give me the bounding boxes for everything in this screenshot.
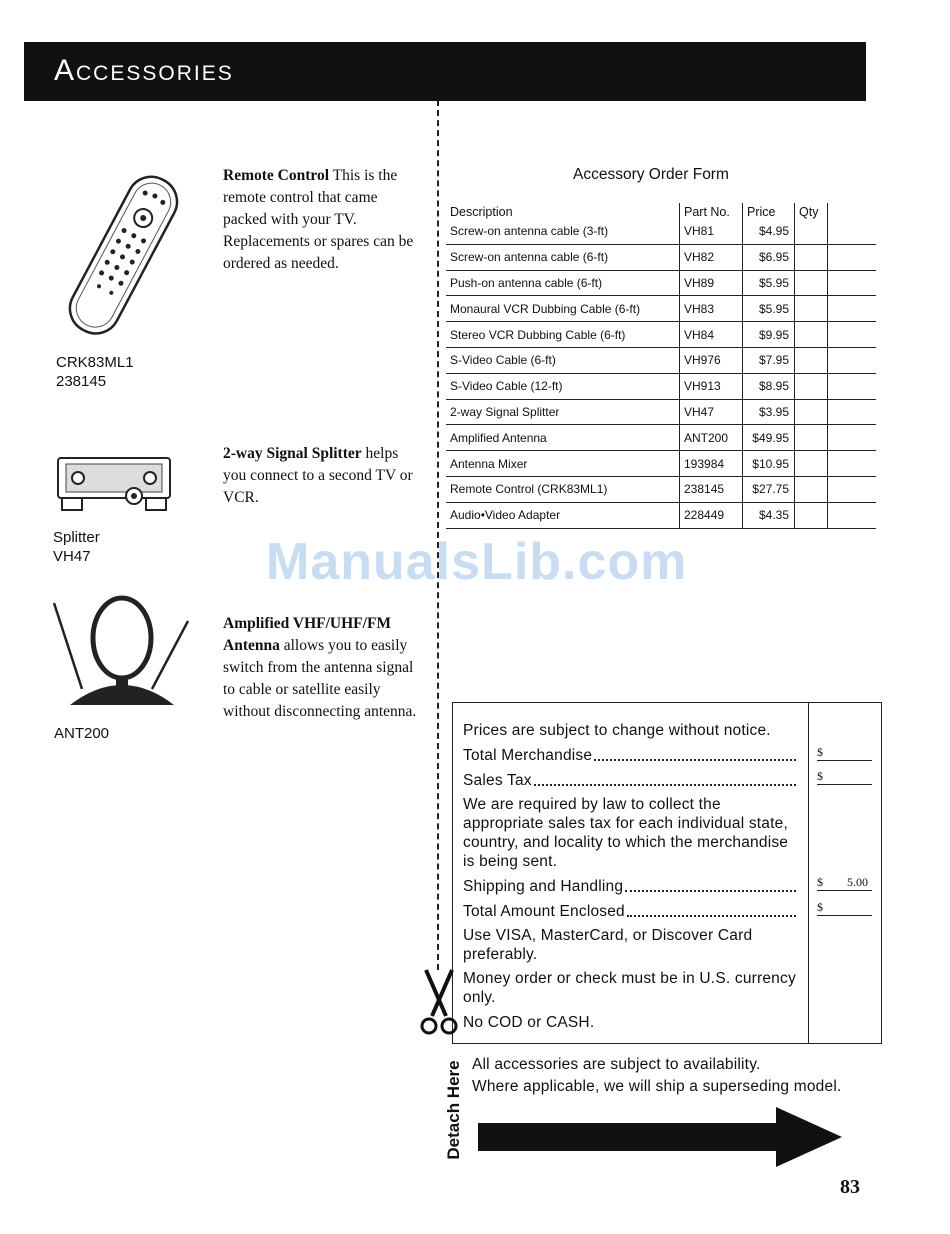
- row-description: Audio•Video Adapter: [446, 502, 680, 528]
- row-price: $3.95: [743, 399, 795, 425]
- row-description: Push-on antenna cable (6-ft): [446, 270, 680, 296]
- row-price: $4.35: [743, 502, 795, 528]
- total-merchandise-field[interactable]: $: [817, 745, 872, 761]
- splitter-caption: Splitter VH47: [53, 529, 100, 565]
- row-qty-field[interactable]: [795, 270, 828, 296]
- antenna-name: Amplified VHF/UHF/FM Antenna: [223, 615, 392, 654]
- row-part-no: ANT200: [680, 425, 743, 451]
- row-price: $7.95: [743, 347, 795, 373]
- row-qty-field[interactable]: [795, 322, 828, 348]
- shipping-field: $ 5.00: [817, 875, 872, 891]
- antenna-description: Amplified VHF/UHF/FM Antenna allows you to easily switch from the antenna signal to cable or satellite easily without disconnecting antenna.: [223, 615, 417, 720]
- cod-note: No COD or CASH.: [463, 1014, 595, 1031]
- table-row: [446, 347, 876, 373]
- table-row: [446, 399, 876, 425]
- remote-name: Remote Control: [223, 167, 330, 184]
- row-qty-field[interactable]: [795, 244, 828, 270]
- row-part-no: VH89: [680, 270, 743, 296]
- splitter-description: 2-way Signal Splitter helps you connect to a second TV or VCR.: [223, 445, 413, 506]
- col-qty: Qty: [795, 203, 828, 219]
- antenna-caption: ANT200: [54, 725, 110, 742]
- detach-here-label: Detach Here: [444, 1060, 463, 1160]
- row-description: Screw-on antenna cable (6-ft): [446, 244, 680, 270]
- table-row: [446, 296, 876, 322]
- row-total-field[interactable]: [828, 373, 877, 399]
- row-part-no: VH83: [680, 296, 743, 322]
- row-price: $4.95: [743, 219, 795, 244]
- page-title: Accessories: [54, 54, 234, 87]
- splitter-name: 2-way Signal Splitter: [223, 445, 362, 462]
- row-total-field[interactable]: [828, 502, 877, 528]
- row-description: Screw-on antenna cable (3-ft): [446, 219, 680, 244]
- splitter-image: [52, 454, 177, 516]
- row-price: $49.95: [743, 425, 795, 451]
- amount-column-divider: [808, 703, 809, 1043]
- page-number: 83: [840, 1176, 860, 1198]
- total-enclosed-row: [463, 902, 798, 921]
- row-qty-field[interactable]: [795, 451, 828, 477]
- row-description: S-Video Cable (12-ft): [446, 373, 680, 399]
- row-price: $5.95: [743, 296, 795, 322]
- row-price: $27.75: [743, 476, 795, 502]
- row-total-field[interactable]: [828, 476, 877, 502]
- arrow-right-icon: [478, 1105, 844, 1169]
- row-description: Amplified Antenna: [446, 425, 680, 451]
- table-row: [446, 425, 876, 451]
- order-form-header: [446, 203, 876, 219]
- row-description: Stereo VCR Dubbing Cable (6-ft): [446, 322, 680, 348]
- row-total-field[interactable]: [828, 425, 877, 451]
- payment-note: Use VISA, MasterCard, or Discover Card preferably.: [463, 927, 753, 963]
- table-row: [446, 270, 876, 296]
- remote-control-image: [58, 168, 188, 343]
- row-qty-field[interactable]: [795, 347, 828, 373]
- order-summary-box: [452, 702, 882, 1044]
- row-qty-field[interactable]: [795, 219, 828, 244]
- table-row: [446, 451, 876, 477]
- col-description: Description: [450, 205, 513, 219]
- row-total-field[interactable]: [828, 219, 877, 244]
- row-description: S-Video Cable (6-ft): [446, 347, 680, 373]
- row-description: 2-way Signal Splitter: [446, 399, 680, 425]
- row-part-no: VH976: [680, 347, 743, 373]
- total-enclosed-label: Total Amount Enclosed: [463, 903, 625, 920]
- tax-note: We are required by law to collect the appropriate sales tax for each individual state, country, and locality to which the merchandise is being sent.: [463, 796, 789, 870]
- row-total-field[interactable]: [828, 296, 877, 322]
- table-row: [446, 322, 876, 348]
- shipping-row: [463, 877, 798, 896]
- availability-line-2: Where applicable, we will ship a superseding model.: [472, 1078, 842, 1095]
- table-row: [446, 476, 876, 502]
- col-blank: [828, 203, 877, 219]
- row-total-field[interactable]: [828, 322, 877, 348]
- order-form-title: Accessory Order Form: [573, 166, 729, 183]
- scissors-icon: [418, 968, 460, 1036]
- remote-description: Remote Control This is the remote control that came packed with your TV. Replacements or spares can be ordered as needed.: [223, 167, 414, 272]
- table-row: [446, 244, 876, 270]
- total-merchandise-label: Total Merchandise: [463, 747, 593, 764]
- row-part-no: 228449: [680, 502, 743, 528]
- header-bar: [24, 42, 866, 101]
- row-price: $5.95: [743, 270, 795, 296]
- row-total-field[interactable]: [828, 244, 877, 270]
- row-total-field[interactable]: [828, 270, 877, 296]
- row-qty-field[interactable]: [795, 399, 828, 425]
- row-qty-field[interactable]: [795, 476, 828, 502]
- col-price: Price: [743, 203, 795, 219]
- row-qty-field[interactable]: [795, 425, 828, 451]
- sales-tax-field[interactable]: $: [817, 769, 872, 785]
- row-price: $6.95: [743, 244, 795, 270]
- row-part-no: VH81: [680, 219, 743, 244]
- shipping-label: Shipping and Handling: [463, 878, 624, 895]
- total-enclosed-field[interactable]: $: [817, 900, 872, 916]
- row-part-no: VH47: [680, 399, 743, 425]
- row-part-no: VH913: [680, 373, 743, 399]
- money-order-note: Money order or check must be in U.S. currency only.: [463, 970, 796, 1006]
- table-row: [446, 373, 876, 399]
- order-form-table: [446, 203, 876, 529]
- price-notice: Prices are subject to change without notice.: [463, 722, 771, 739]
- row-qty-field[interactable]: [795, 373, 828, 399]
- row-total-field[interactable]: [828, 347, 877, 373]
- table-row: [446, 502, 876, 528]
- row-price: $9.95: [743, 322, 795, 348]
- row-price: $8.95: [743, 373, 795, 399]
- row-description: Monaural VCR Dubbing Cable (6-ft): [446, 296, 680, 322]
- row-qty-field[interactable]: [795, 502, 828, 528]
- row-part-no: 193984: [680, 451, 743, 477]
- sales-tax-row: [463, 771, 798, 790]
- row-total-field[interactable]: [828, 399, 877, 425]
- row-part-no: 238145: [680, 476, 743, 502]
- total-merchandise-row: [463, 746, 798, 765]
- availability-line-1: All accessories are subject to availability.: [472, 1056, 761, 1073]
- row-description: Remote Control (CRK83ML1): [446, 476, 680, 502]
- table-row: [446, 219, 876, 244]
- sales-tax-label: Sales Tax: [463, 772, 532, 789]
- col-part-no: Part No.: [680, 203, 743, 219]
- row-qty-field[interactable]: [795, 296, 828, 322]
- row-description: Antenna Mixer: [446, 451, 680, 477]
- row-price: $10.95: [743, 451, 795, 477]
- watermark: ManualsLib.com: [266, 533, 688, 591]
- row-part-no: VH82: [680, 244, 743, 270]
- antenna-image: [52, 593, 192, 715]
- row-total-field[interactable]: [828, 451, 877, 477]
- remote-caption: CRK83ML1 238145: [56, 354, 134, 390]
- row-part-no: VH84: [680, 322, 743, 348]
